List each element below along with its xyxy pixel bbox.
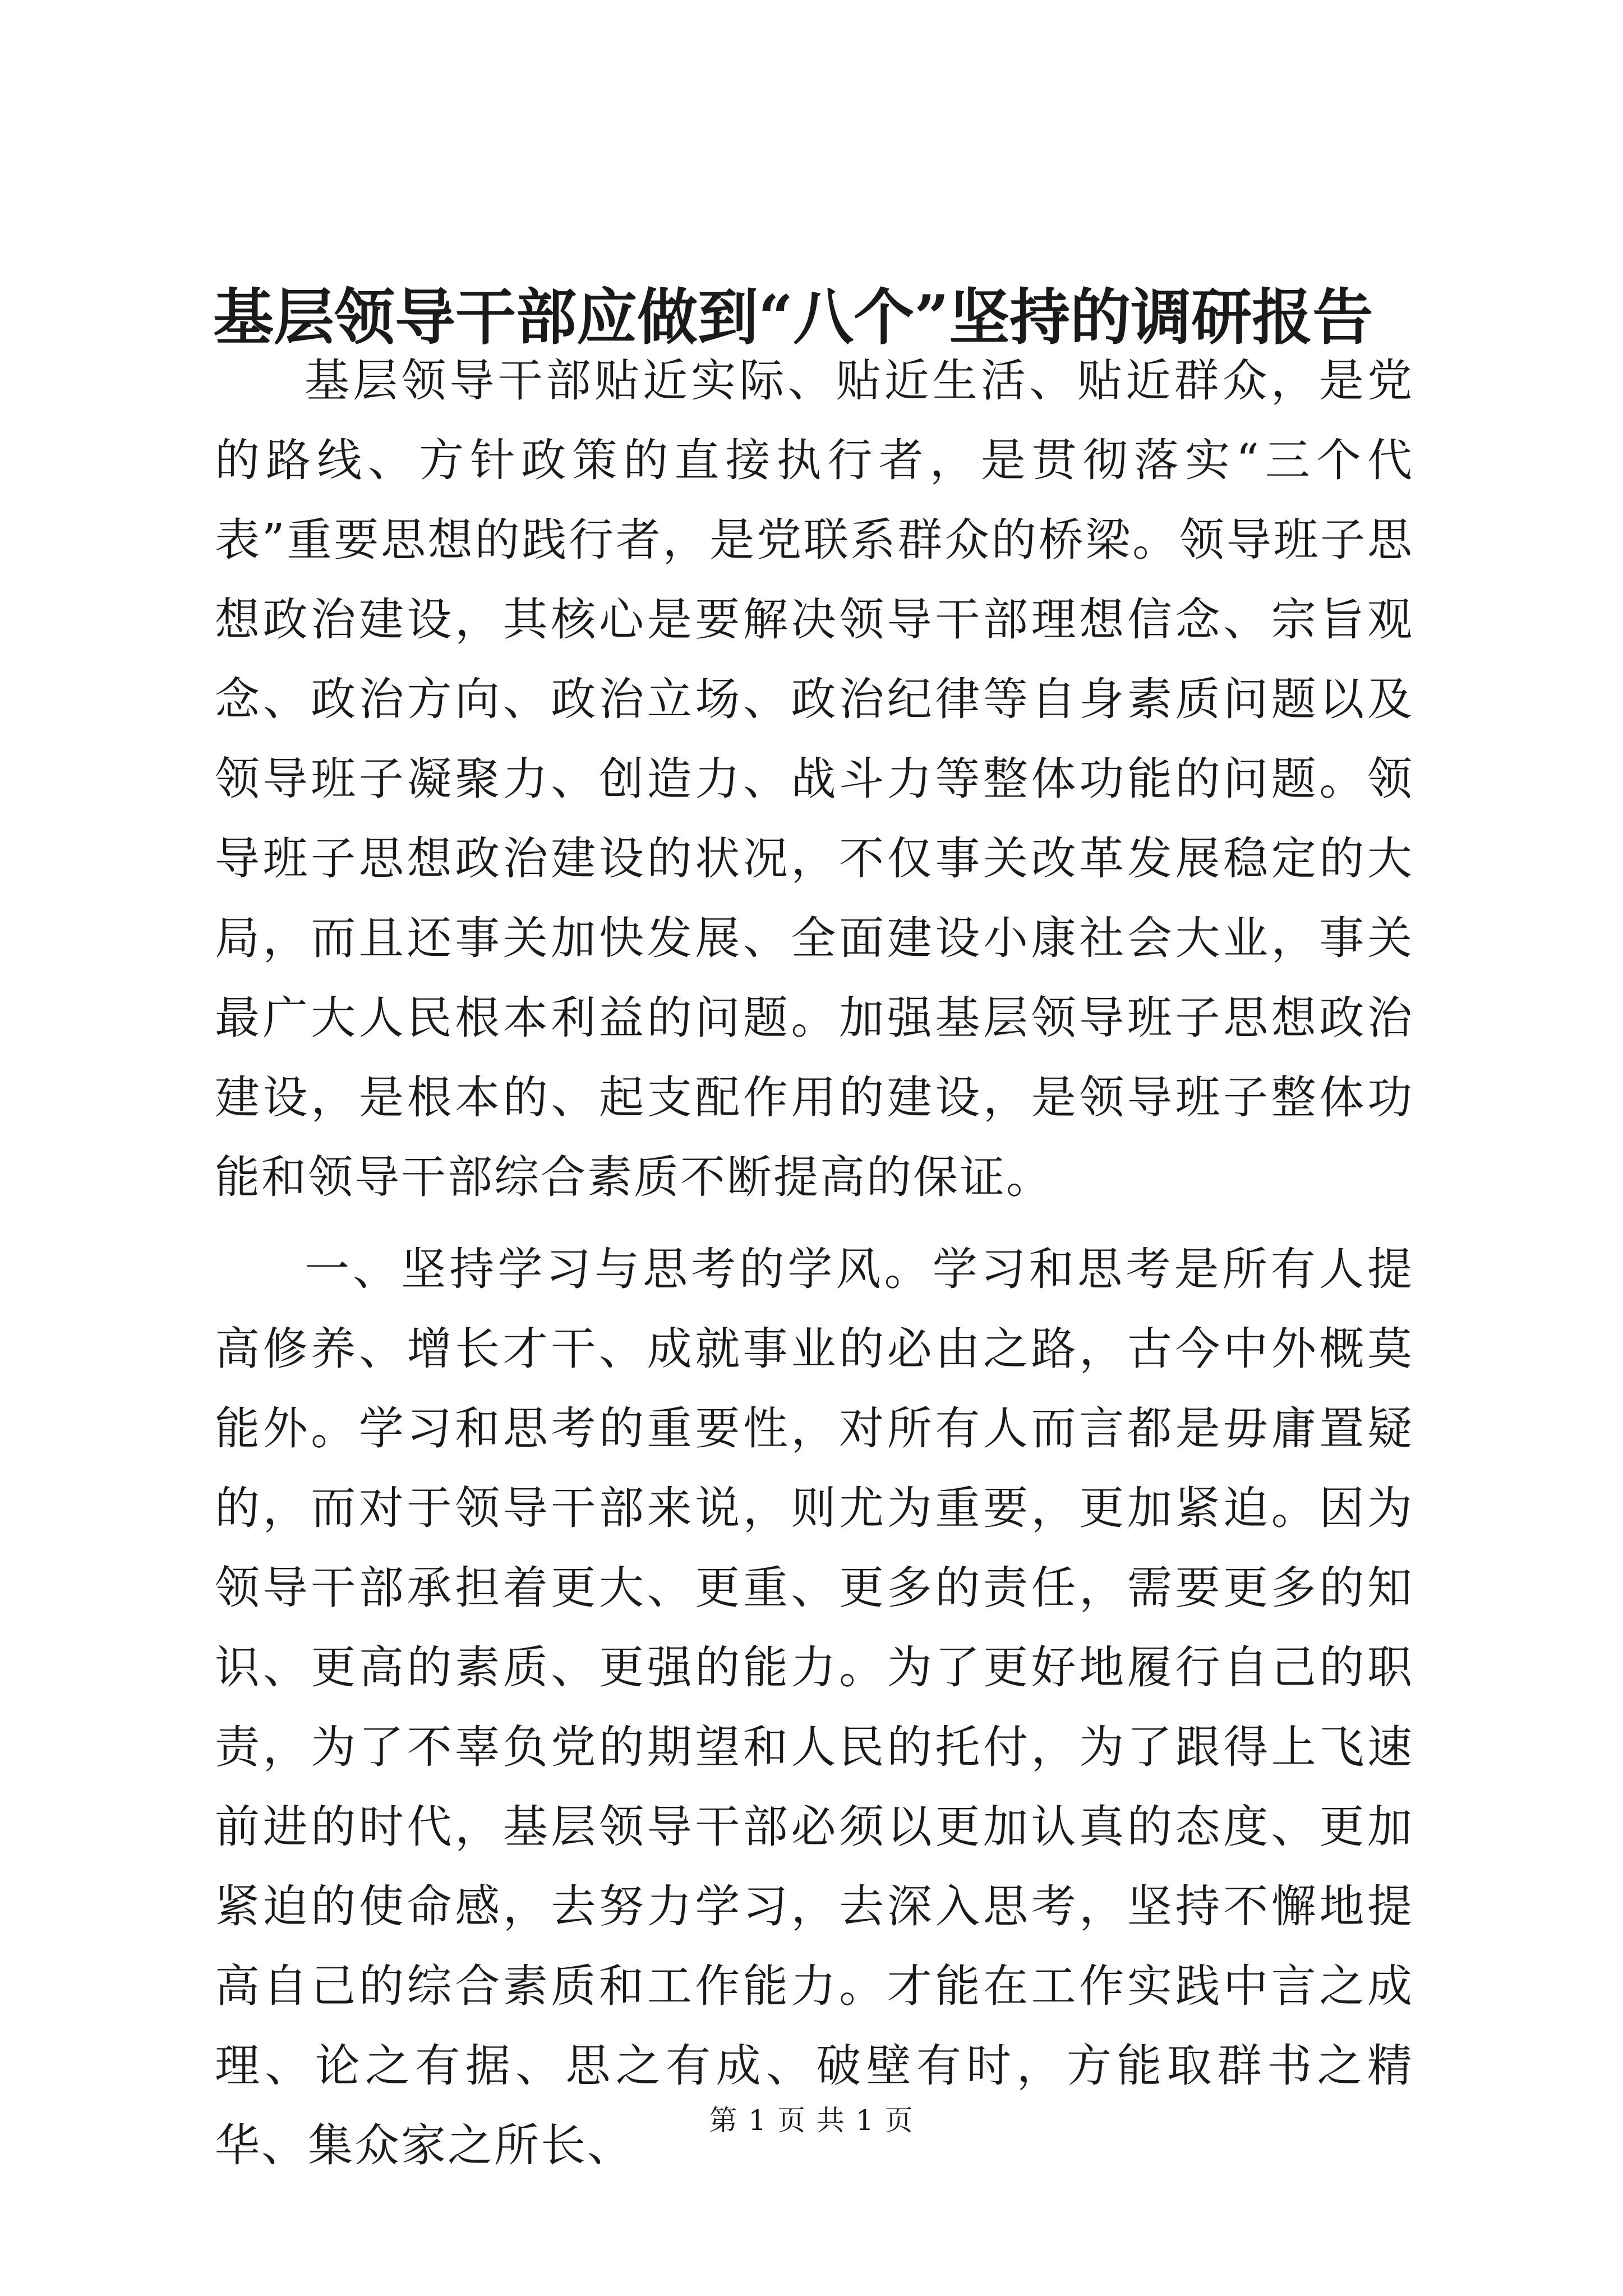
document-body bbox=[215, 341, 1414, 2185]
document-title: 基层领导干部应做到“八个”坚持的调研报告 bbox=[213, 282, 1373, 353]
section-one-paragraph: 一、坚持学习与思考的学风。学习和思考是所有人提高修养、增长才干、成就事业的必由之路，古今中外概莫能外。学习和思考的重要性，对所有人而言都是毋庸置疑的，而对于领导干部来说，则尤为重要，更加紧迫。因为领导干部承担着更大、更重、更多的责任，需要更多的知识、更高的素质、更强的能力。为了更好地履行自己的职责，为了不辜负党的期望和人民的托付，为了跟得上飞速前进的时代，基层领导干部必须以更加认真的态度、更加紧迫的使命感，去努力学习，去深入思考，坚持不懈地提高自己的综合素质和工作能力。才能在工作实践中言之成理、论之有据、思之有成、破壁有时，方能取群书之精华、集众家之所长、 bbox=[215, 1243, 1414, 2171]
intro-paragraph: 基层领导干部贴近实际、贴近生活、贴近群众，是党的路线、方针政策的直接执行者，是贯彻落实“三个代表”重要思想的践行者，是党联系群众的桥梁。领导班子思想政治建设，其核心是要解决领导干部理想信念、宗旨观念、政治方向、政治立场、政治纪律等自身素质问题以及领导班子凝聚力、创造力、战斗力等整体功能的问题。领导班子思想政治建设的状况，不仅事关改革发展稳定的大局，而且还事关加快发展、全面建设小康社会大业，事关最广大人民根本利益的问题。加强基层领导班子思想政治建设，是根本的、起支配作用的建设，是领导班子整体功能和领导干部综合素质不断提高的保证。 bbox=[215, 355, 1414, 1203]
page-footer: 第 1 页 共 1 页 bbox=[709, 2104, 914, 2137]
